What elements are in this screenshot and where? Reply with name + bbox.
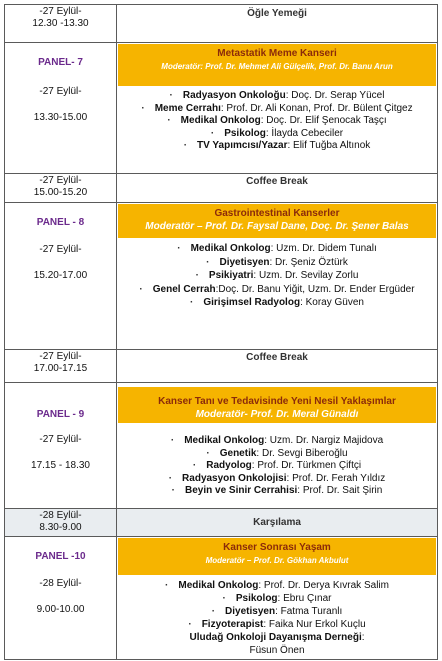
panel-header-band (118, 44, 436, 86)
speaker-item: Uludağ Onkoloji Dayanışma Derneği: (189, 632, 365, 643)
speaker-item: · Fizyoterapist: Faika Nur Erkol Kuçlu (121, 618, 433, 631)
panel-title: Kanser Sonrası Yaşam (223, 542, 331, 553)
panel-header-band (118, 204, 436, 238)
time-cell (5, 509, 117, 537)
panel-time: 13.30-15.00 (33, 112, 88, 123)
schedule-row-coffee-break-1 (5, 174, 438, 203)
break-title: Coffee Break (246, 352, 308, 363)
panel-time-cell (5, 537, 117, 660)
event-cell (117, 509, 438, 537)
break-title: Karşılama (253, 517, 301, 528)
speaker-list (117, 87, 437, 155)
panel-label: PANEL- 7 (38, 57, 83, 68)
event-cell (117, 5, 438, 43)
panel-row-9 (5, 383, 438, 509)
speaker-item: · Genel Cerrah:Doç. Dr. Banu Yiğit, Uzm. Dr. Ender Ergüder (121, 283, 433, 297)
schedule-row-welcome (5, 509, 438, 537)
time-text: -27 Eylül- 15.00-15.20 (33, 175, 88, 198)
break-title: Coffee Break (246, 176, 308, 187)
speaker-item: · Psikiyatri: Uzm. Dr. Sevilay Zorlu (121, 269, 433, 283)
speaker-item-continued: Füsun Önen (249, 645, 305, 656)
panel-label: PANEL - 9 (36, 409, 85, 420)
panel-date: -27 Eylül- (39, 244, 82, 255)
speaker-item: · Genetik: Dr. Sevgi Biberoğlu (121, 448, 433, 461)
panel-time-cell (5, 43, 117, 174)
panel-date: -27 Eylül- (39, 86, 82, 97)
panel-time-cell (5, 383, 117, 509)
panel-label: PANEL - 8 (36, 217, 85, 228)
panel-time: 17.15 - 18.30 (31, 460, 90, 471)
panel-time: 9.00-10.00 (36, 604, 85, 615)
speaker-item: · Diyetisyen: Fatma Turanlı (121, 605, 433, 618)
speaker-item: · Medikal Onkolog: Doç. Dr. Elif Şenocak Taşçı (121, 115, 433, 128)
panel-row-7 (5, 43, 438, 174)
speaker-item: · Girişimsel Radyolog: Koray Güven (121, 296, 433, 310)
schedule-table (4, 4, 438, 660)
panel-content-cell (117, 203, 438, 350)
break-title: Öğle Yemeği (247, 8, 307, 19)
time-cell (5, 350, 117, 383)
panel-content-cell (117, 383, 438, 509)
speaker-item: · Medikal Onkolog: Uzm. Dr. Didem Tunalı (121, 242, 433, 256)
panel-label: PANEL -10 (35, 551, 86, 562)
panel-moderator: Moderatör – Prof. Dr. Gökhan Akbulut (205, 556, 349, 565)
speaker-item: · TV Yapımcısı/Yazar: Elif Tuğba Altınok (121, 140, 433, 153)
speaker-item: · Meme Cerrahı: Prof. Dr. Ali Konan, Prof. Dr. Bülent Çitgez (121, 103, 433, 116)
speaker-item: · Medikal Onkolog: Prof. Dr. Derya Kıvrak Salim (121, 579, 433, 592)
time-cell (5, 174, 117, 203)
speaker-item: · Psikolog: Ebru Çınar (121, 592, 433, 605)
time-text: -28 Eylül- 8.30-9.00 (39, 510, 82, 533)
panel-title: Kanser Tanı ve Tedavisinde Yeni Nesil Yaklaşımlar (158, 396, 396, 407)
speaker-item: · Radyolog: Prof. Dr. Türkmen Çiftçi (121, 460, 433, 473)
panel-moderator: Moderatör – Prof. Dr. Faysal Dane, Doç. Dr. Şener Balas (145, 221, 409, 232)
panel-content-cell (117, 537, 438, 660)
panel-row-8 (5, 203, 438, 350)
time-cell (5, 5, 117, 43)
speaker-item: · Radyasyon Onkolojisi: Prof. Dr. Ferah Yıldız (121, 473, 433, 486)
panel-date: -28 Eylül- (39, 578, 82, 589)
speaker-item: · Psikolog: İlayda Cebeciler (121, 128, 433, 141)
time-text: -27 Eylül- 17.00-17.15 (33, 351, 88, 374)
speaker-list (117, 239, 437, 312)
panel-title: Metastatik Meme Kanseri (217, 48, 337, 59)
panel-header-band (118, 387, 436, 423)
speaker-list (117, 424, 437, 500)
event-cell (117, 350, 438, 383)
speaker-item: · Radyasyon Onkoloğu: Doç. Dr. Serap Yücel (121, 90, 433, 103)
panel-date: -27 Eylül- (39, 434, 82, 445)
speaker-list (117, 576, 437, 659)
speaker-item: · Beyin ve Sinir Cerrahisi: Prof. Dr. Sait Şirin (121, 485, 433, 498)
speaker-item: · Diyetisyen: Dr. Şeniz Öztürk (121, 256, 433, 270)
panel-row-10 (5, 537, 438, 660)
schedule-row-coffee-break-2 (5, 350, 438, 383)
panel-moderator: Moderatör: Prof. Dr. Mehmet Ali Gülçelik, Prof. Dr. Banu Arun (161, 62, 393, 71)
speaker-item: · Medikal Onkolog: Uzm. Dr. Nargiz Majidova (121, 435, 433, 448)
panel-title: Gastrointestinal Kanserler (214, 208, 340, 219)
panel-time-cell (5, 203, 117, 350)
panel-header-band (118, 538, 436, 575)
panel-content-cell (117, 43, 438, 174)
panel-moderator: Moderatör- Prof. Dr. Meral Günaldı (195, 409, 359, 420)
event-cell (117, 174, 438, 203)
time-text: -27 Eylül- 12.30 -13.30 (32, 6, 89, 29)
panel-time: 15.20-17.00 (33, 270, 88, 281)
schedule-row-lunch (5, 5, 438, 43)
